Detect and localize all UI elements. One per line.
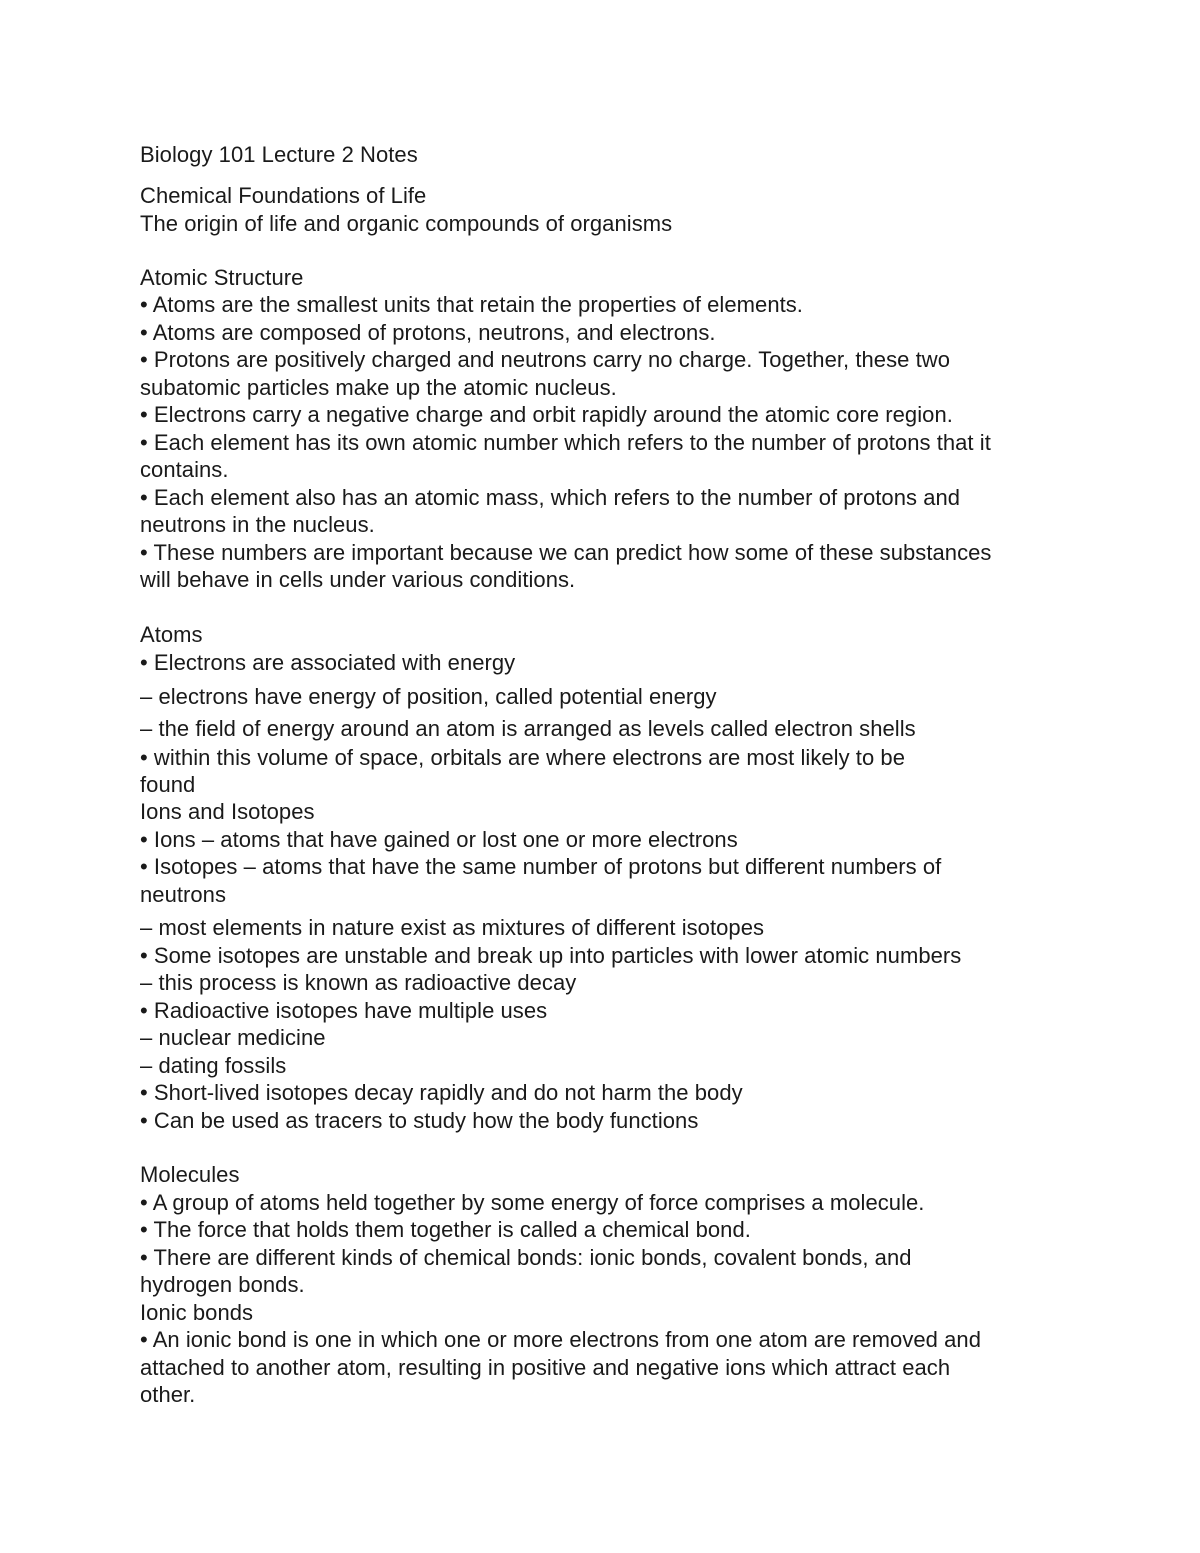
text-line: • A group of atoms held together by some energy of force comprises a molecule.: [140, 1190, 925, 1215]
section-heading-molecules: Molecules: [140, 1162, 240, 1187]
text-line: • Radioactive isotopes have multiple uses: [140, 998, 548, 1023]
text-line: – dating fossils: [140, 1053, 287, 1078]
text-line: • An ionic bond is one in which one or more electrons from one atom are removed and: [140, 1327, 981, 1352]
text-line: – this process is known as radioactive decay: [140, 970, 577, 995]
text-line: hydrogen bonds.: [140, 1272, 305, 1297]
text-line: – the field of energy around an atom is arranged as levels called electron shells: [140, 716, 916, 741]
text-line: – electrons have energy of position, called potential energy: [140, 684, 717, 709]
text-line: – nuclear medicine: [140, 1025, 326, 1050]
text-line: • Electrons carry a negative charge and orbit rapidly around the atomic core region.: [140, 402, 953, 427]
text-line: attached to another atom, resulting in positive and negative ions which attract each: [140, 1355, 951, 1380]
text-line: will behave in cells under various conditions.: [140, 567, 576, 592]
text-line: • Each element also has an atomic mass, which refers to the number of protons and: [140, 485, 961, 510]
text-line: • Can be used as tracers to study how the body functions: [140, 1108, 699, 1133]
section-heading-atoms: Atoms: [140, 622, 203, 647]
text-line: found: [140, 772, 196, 797]
text-line: • Each element has its own atomic number which refers to the number of protons that it: [140, 430, 991, 455]
section-heading-ionic-bonds: Ionic bonds: [140, 1300, 254, 1325]
text-line: • Short-lived isotopes decay rapidly and do not harm the body: [140, 1080, 743, 1105]
text-line: neutrons: [140, 882, 227, 907]
text-line: • Isotopes – atoms that have the same number of protons but different numbers of: [140, 854, 942, 879]
section-heading-atomic-structure: Atomic Structure: [140, 265, 304, 290]
text-line: subatomic particles make up the atomic nucleus.: [140, 375, 617, 400]
document-subtitle: Chemical Foundations of Life: [140, 183, 427, 208]
document-tagline: The origin of life and organic compounds of organisms: [140, 211, 673, 236]
text-line: • There are different kinds of chemical bonds: ionic bonds, covalent bonds, and: [140, 1245, 912, 1270]
text-line: • within this volume of space, orbitals are where electrons are most likely to be: [140, 745, 905, 770]
text-line: • These numbers are important because we can predict how some of these substances: [140, 540, 992, 565]
text-line: • Atoms are the smallest units that retain the properties of elements.: [140, 292, 803, 317]
text-line: • Ions – atoms that have gained or lost one or more electrons: [140, 827, 738, 852]
text-line: other.: [140, 1382, 196, 1407]
text-line: contains.: [140, 457, 229, 482]
document-title: Biology 101 Lecture 2 Notes: [140, 142, 418, 167]
text-line: • Atoms are composed of protons, neutrons, and electrons.: [140, 320, 716, 345]
section-heading-ions-isotopes: Ions and Isotopes: [140, 799, 315, 824]
text-line: • The force that holds them together is called a chemical bond.: [140, 1217, 751, 1242]
text-line: • Protons are positively charged and neutrons carry no charge. Together, these two: [140, 347, 950, 372]
text-line: neutrons in the nucleus.: [140, 512, 375, 537]
text-line: • Electrons are associated with energy: [140, 650, 516, 675]
text-line: • Some isotopes are unstable and break up into particles with lower atomic numbers: [140, 943, 962, 968]
text-line: – most elements in nature exist as mixtures of different isotopes: [140, 915, 765, 940]
